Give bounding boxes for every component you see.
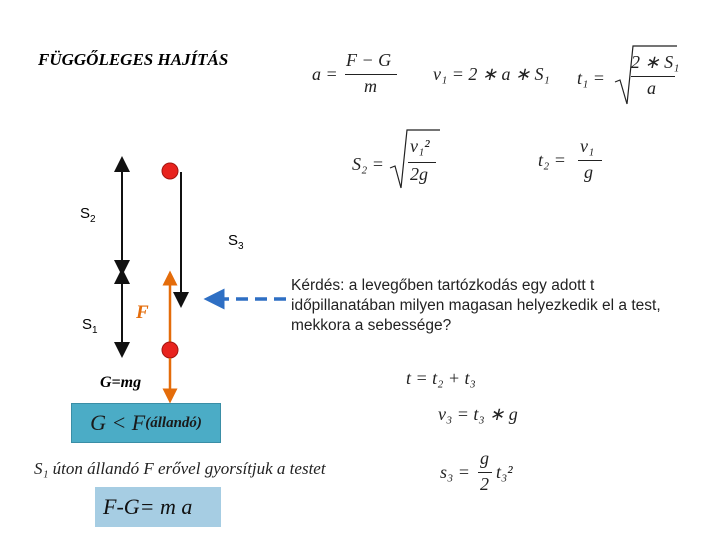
formula-s3-tail: t₃² (496, 462, 513, 482)
formula-t1-den: a (647, 78, 656, 98)
formula-v1: v₁ = 2 ∗ a ∗ S₁ (433, 64, 550, 84)
formula-v3: v₃ = t₃ ∗ g (438, 404, 518, 424)
formula-t1-lhs: t₁ = (577, 68, 605, 88)
label-s3: $S_3$ (228, 232, 244, 252)
formula-s2-den: 2g (410, 164, 428, 184)
formula-t2-den: g (584, 162, 593, 182)
formula-s3-num: g (480, 448, 489, 468)
description-sentence: S₁ úton állandó F erővel gyorsítjuk a testet (34, 459, 326, 478)
label-weight: G=mg (100, 374, 142, 391)
label-s2: $S_2$ (80, 205, 96, 225)
formula-t1-num: 2 ∗ S₁ (631, 52, 680, 72)
label-s1: $S_1$ (82, 316, 98, 336)
formula-s2-lhs: S₂ = (352, 154, 384, 174)
page-title: FÜGGŐLEGES HAJÍTÁS (38, 50, 229, 69)
formula-a-lhs: a = (312, 64, 338, 84)
formula-t-total: t = t₂ + t₃ (406, 368, 476, 388)
formula-s3-lhs: s₃ = (440, 462, 470, 482)
question-text: Kérdés: a levegőben tartózkodás egy adott t időpillanatában milyen magasan helyezkedik el a test, mekkora a sebessége? (291, 277, 661, 334)
formula-a-num: F − G (346, 50, 392, 70)
formula-t2-lhs: t₂ = (538, 150, 566, 170)
ball-bottom (162, 342, 178, 358)
newton-equation-box (95, 487, 221, 527)
label-force: F (136, 302, 149, 323)
ball-top (162, 163, 178, 179)
newton-equation: F-G= m a (103, 494, 193, 519)
formula-s2-num: v₁² (410, 136, 430, 156)
formula-t2-num: v₁ (580, 136, 595, 156)
formula-s3-den: 2 (480, 474, 489, 494)
condition-box (71, 403, 221, 443)
condition-note: (állandó) (145, 414, 202, 431)
formula-a-den: m (364, 76, 377, 96)
condition-main: G < F (90, 410, 146, 435)
